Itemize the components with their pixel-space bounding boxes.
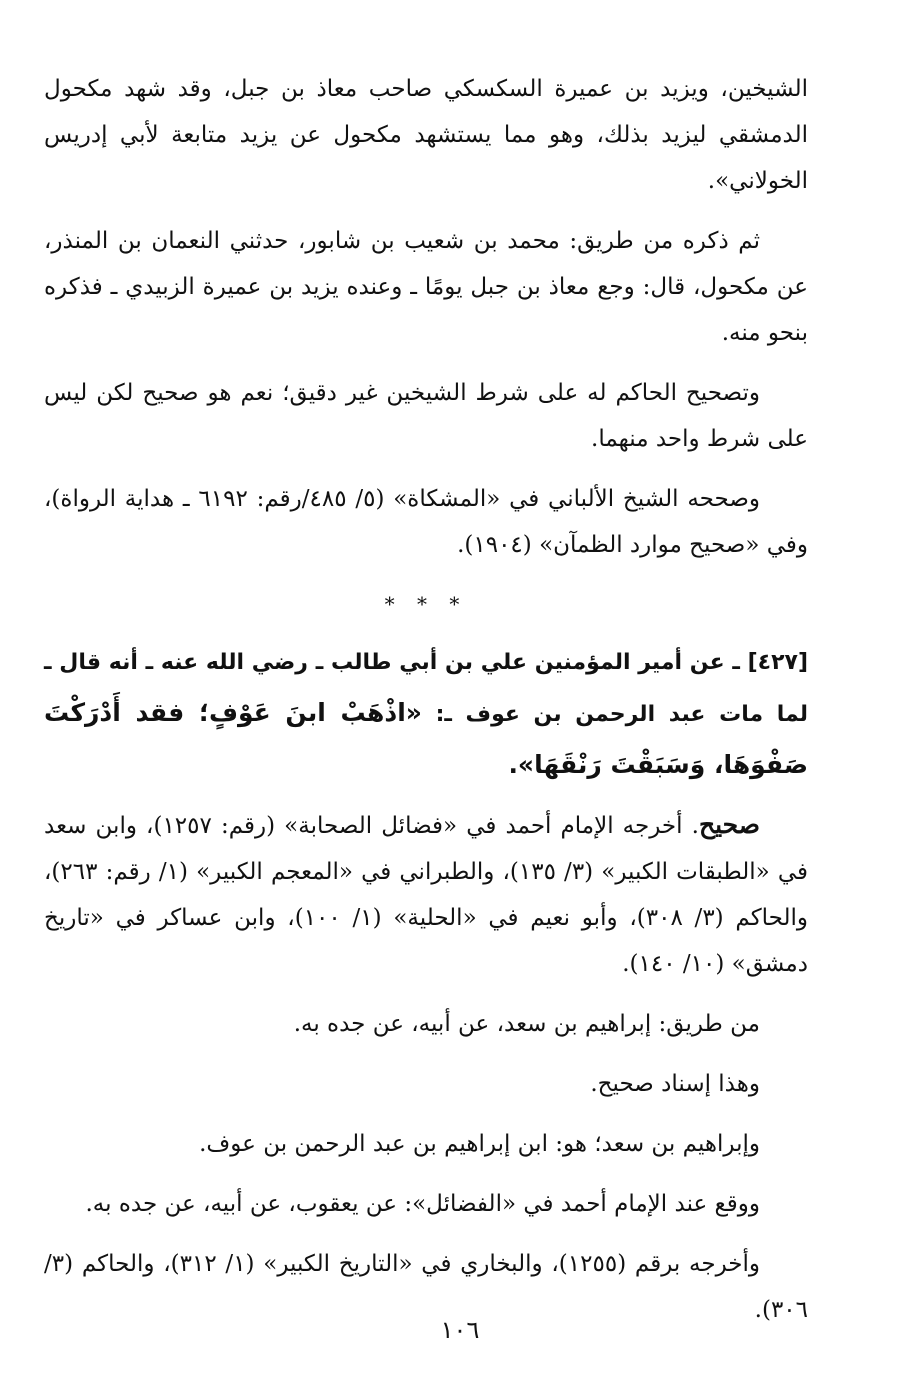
paragraph-albani-grading: وصححه الشيخ الألباني في «المشكاة» (٥/ ٤٨٥/رقم: ٦١٩٢ ـ هداية الرواة)، وفي «صحيح موارد الظمآن» (١٩٠٤).	[44, 486, 808, 558]
page-number: ١٠٦	[440, 1316, 480, 1344]
paragraph-hakim-grading: وتصحيح الحاكم له على شرط الشيخين غير دقيق؛ نعم هو صحيح لكن ليس على شرط واحد منهما.	[44, 380, 808, 452]
hadith-quote: «اذْهَبْ ابنَ عَوْفٍ؛ فقد أَدْرَكْتَ صَفْوَهَا، وَسَبَقْتَ رَنْقَهَا».	[44, 698, 808, 779]
hadith-grade: صحيح	[698, 810, 760, 839]
paragraph-makhul-route: ثم ذكره من طريق: محمد بن شعيب بن شابور، حدثني النعمان بن المنذر، عن مكحول، قال: وجع معاذ بن جبل يومًا ـ وعنده يزيد بن عميرة الزبيدي ـ فذكره بنحو منه.	[44, 228, 808, 346]
hadith-intro: [٤٢٧] ـ عن أمير المؤمنين علي بن أبي طالب ـ رضي الله عنه ـ أنه قال ـ لما مات عبد الرحمن بن عوف ـ:	[44, 650, 808, 727]
note-ibrahim: وإبراهيم بن سعد؛ هو: ابن إبراهيم بن عبد الرحمن بن عوف.	[199, 1131, 760, 1157]
takhrij-text: . أخرجه الإمام أحمد في «فضائل الصحابة» (رقم: ١٢٥٧)، وابن سعد في «الطبقات الكبير» (٣/ ١٣٥)، والطبراني في «المعجم الكبير» (١/ رقم: ٢٦٣)، والحاكم (٣/ ٣٠٨)، وأبو نعيم في «الحلية» (١/ ١٠٠)، وابن عساكر في «تاريخ دمشق» (١٠/ ١٤٠).	[44, 813, 809, 977]
paragraph-continuation: الشيخين، ويزيد بن عميرة السكسكي صاحب معاذ بن جبل، وقد شهد مكحول الدمشقي ليزيد بذلك، وهو مما يستشهد مكحول عن يزيد متابعة لأبي إدريس الخولاني».	[44, 76, 808, 194]
note-isnad: وهذا إسناد صحيح.	[590, 1071, 760, 1097]
section-separator: * * *	[384, 592, 468, 616]
hadith-427	[44, 638, 808, 792]
page-body	[44, 66, 808, 1347]
note-route: من طريق: إبراهيم بن سعد، عن أبيه، عن جده به.	[293, 1011, 760, 1037]
note-bukhari: وأخرجه برقم (١٢٥٥)، والبخاري في «التاريخ الكبير» (١/ ٣١٢)، والحاكم (٣/ ٣٠٦).	[44, 1251, 808, 1323]
paragraph-takhrij	[44, 802, 808, 987]
note-ahmad-fadail: ووقع عند الإمام أحمد في «الفضائل»: عن يعقوب، عن أبيه، عن جده به.	[85, 1191, 760, 1217]
